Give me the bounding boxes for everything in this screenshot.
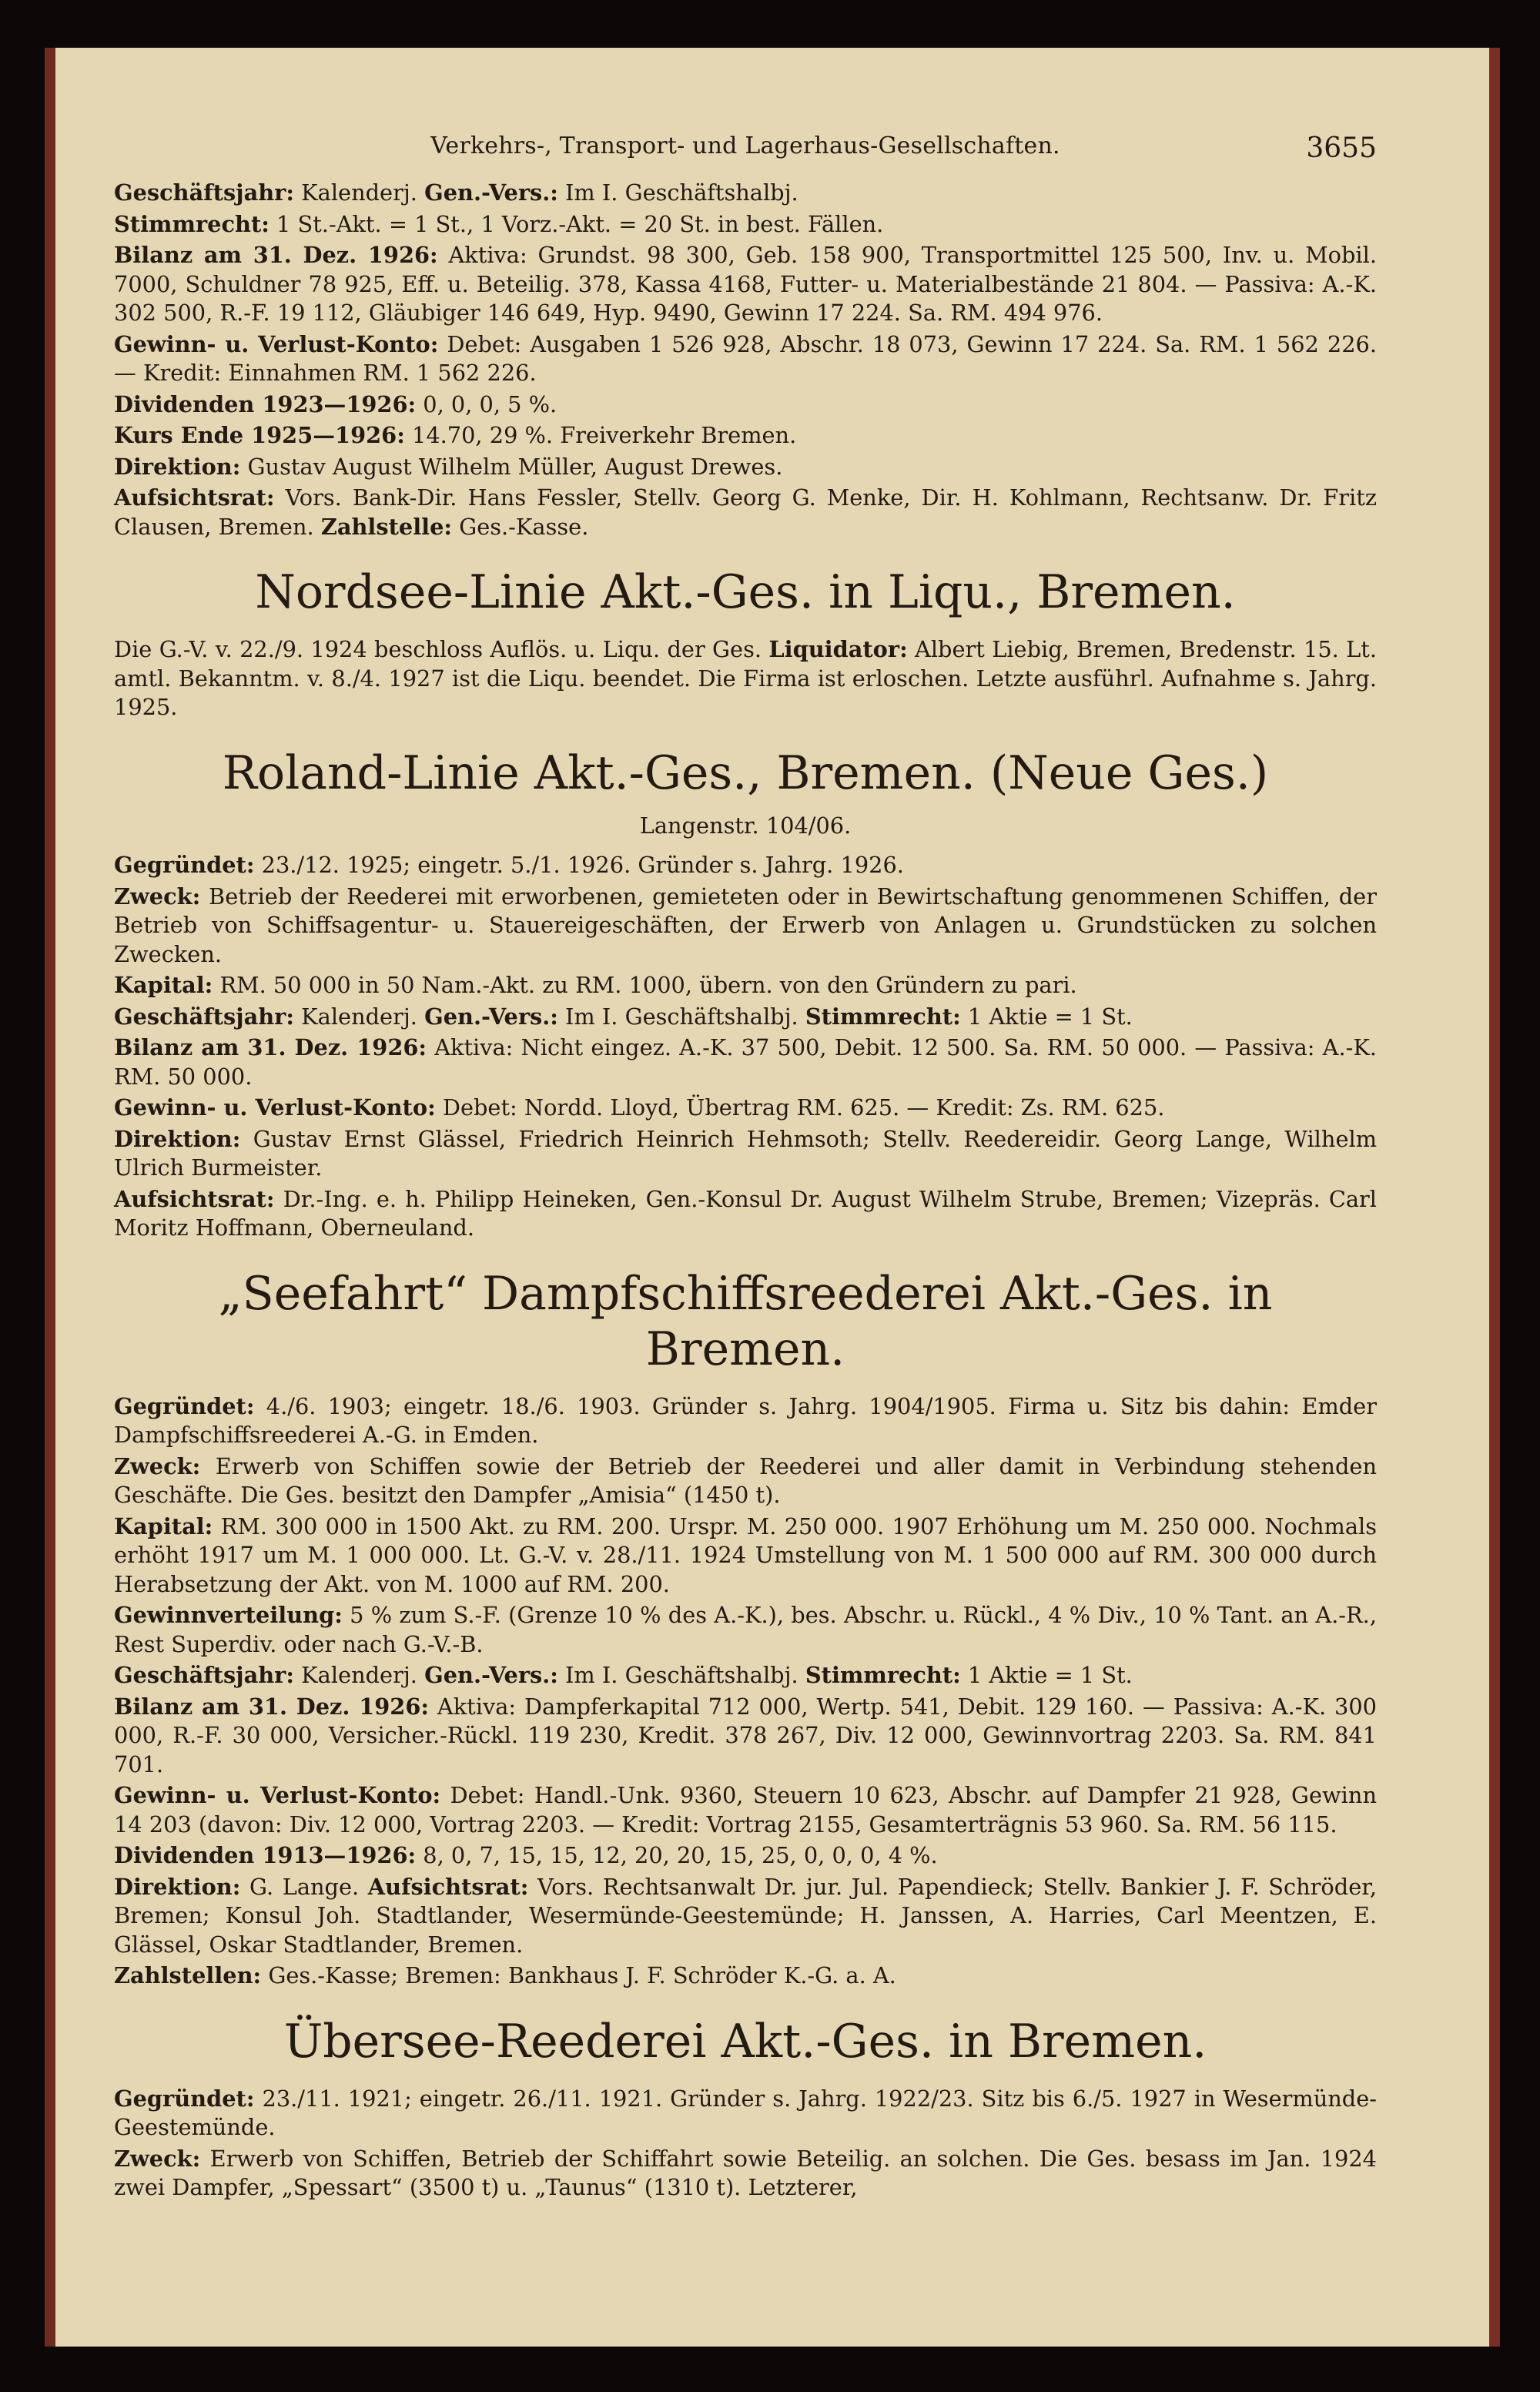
company-heading: Roland-Linie Akt.-Ges., Bremen. (Neue Ges.) — [222, 745, 1269, 800]
balance-paragraph — [114, 241, 1377, 328]
fiscal-year-paragraph — [114, 179, 1377, 208]
dividends-paragraph — [114, 390, 1377, 420]
text: Kalenderj. — [293, 1662, 425, 1688]
label: Gen.-Vers.: — [424, 179, 558, 206]
profit-distribution-paragraph — [114, 1601, 1377, 1659]
label: Zweck: — [114, 2145, 201, 2172]
voting-paragraph — [114, 210, 1377, 240]
company-heading: „Seefahrt“ Dampfschiffsreederei Akt.-Ges. in Bremen. — [218, 1266, 1273, 1376]
text: RM. 50 000 in 50 Nam.-Akt. zu RM. 1000, übern. von den Gründern zu pari. — [213, 972, 1077, 998]
text: Dr.-Ing. e. h. Philipp Heineken, Gen.-Konsul Dr. August Wilhelm Strube, Bremen; Vizepräs. Carl Moritz Hoffmann, Oberneuland. — [114, 1185, 1377, 1241]
label: Liquidator: — [768, 636, 908, 662]
profit-loss-paragraph — [114, 330, 1377, 388]
text: Aktiva: Nicht eingez. A.-K. 37 500, Debit. 12 500. Sa. RM. 50 000. — Passiva: A.-K. RM. 50 000. — [114, 1034, 1377, 1090]
label: Dividenden 1923—1926: — [114, 390, 417, 417]
text: Kalenderj. — [293, 1003, 425, 1030]
label: Bilanz am 31. Dez. 1926: — [114, 1693, 429, 1720]
label: Gen.-Vers.: — [424, 1662, 558, 1688]
capital-paragraph — [114, 971, 1377, 1000]
fiscal-year-paragraph — [114, 1661, 1377, 1690]
page-number: 3655 — [1306, 132, 1377, 164]
right-page-edge — [1489, 48, 1500, 2347]
company-heading: Übersee-Reederei Akt.-Ges. in Bremen. — [283, 2014, 1207, 2069]
label: Geschäftsjahr: — [114, 1662, 294, 1688]
purpose-paragraph — [114, 1452, 1377, 1510]
supervisory-board-paragraph — [114, 484, 1377, 541]
label: Direktion: — [114, 1873, 241, 1900]
text: 1 Aktie = 1 St. — [960, 1003, 1133, 1030]
text: Ges.-Kasse; Bremen: Bankhaus J. F. Schröder K.-G. a. A. — [261, 1962, 896, 1988]
text: Im I. Geschäftshalbj. — [557, 1003, 805, 1030]
label: Kurs Ende 1925—1926: — [114, 422, 405, 448]
balance-paragraph — [114, 1693, 1377, 1780]
management-board-paragraph — [114, 1873, 1377, 1960]
label: Dividenden 1913—1926: — [114, 1842, 417, 1868]
text: Im I. Geschäftshalbj. — [557, 1662, 805, 1688]
text: Gustav August Wilhelm Müller, August Drewes. — [240, 453, 783, 480]
label: Kapital: — [114, 972, 213, 998]
text: Debet: Nordd. Lloyd, Übertrag RM. 625. — Kredit: Zs. RM. 625. — [435, 1094, 1165, 1121]
roland-linie-entry — [114, 745, 1377, 1243]
purpose-paragraph — [114, 883, 1377, 970]
company-heading: Nordsee-Linie Akt.-Ges. in Liqu., Bremen. — [255, 565, 1236, 619]
text: 23./11. 1921; eingetr. 26./11. 1921. Gründer s. Jahrg. 1922/23. Sitz bis 6./5. 1927 in Wesermünde-Geestemünde. — [114, 2085, 1377, 2140]
management-paragraph — [114, 453, 1377, 482]
text: G. Lange. — [240, 1873, 368, 1900]
text: Albert Liebig, Bremen, Bredenstr. 15. Lt. amtl. Bekanntm. v. 8./4. 1927 ist die Liqu. beendet. Die Firma ist erloschen. Letzte ausführl. Aufnahme s. Jahrg. 1925. — [114, 636, 1377, 720]
dividends-paragraph — [114, 1841, 1377, 1871]
fiscal-year-paragraph — [114, 1003, 1377, 1032]
company-address: Langenstr. 104/06. — [639, 812, 852, 839]
text: Debet: Handl.-Unk. 9360, Steuern 10 623, Abschr. auf Dampfer 21 928, Gewinn 14 203 (davon: Div. 12 000, Vortrag 2203. — Kredit: Vortrag 2155, Gesamterträgnis 53 960. Sa. RM. 56 115. — [114, 1782, 1377, 1838]
label: Stimmrecht: — [805, 1662, 961, 1688]
running-title: Verkehrs-, Transport- und Lagerhaus-Gesellschaften. — [430, 132, 1060, 159]
text: Betrieb der Reederei mit erworbenen, gemieteten oder in Bewirtschaftung genommenen Schiffen, der Betrieb von Schiffsagentur- u. Stauereigeschäften, der Erwerb von Anlagen u. Grundstücken zu solchen Zwecken. — [114, 883, 1377, 967]
label: Gewinnverteilung: — [114, 1602, 343, 1628]
page-content — [114, 132, 1377, 2205]
label: Geschäftsjahr: — [114, 1003, 294, 1030]
text: Erwerb von Schiffen, Betrieb der Schiffahrt sowie Beteilig. an solchen. Die Ges. besass im Jan. 1924 zwei Dampfer, „Spessart“ (3500 t) u. „Taunus“ (1310 t). Letzterer, — [114, 2145, 1377, 2200]
capital-paragraph — [114, 1513, 1377, 1600]
label: Zahlstellen: — [114, 1962, 262, 1988]
text: Vors. Rechtsanwalt Dr. jur. Jul. Papendieck; Stellv. Bankier J. F. Schröder, Bremen; Konsul Joh. Stadtlander, Wesermünde-Geestemünde; H. Janssen, A. Harries, Carl Meentzen, E. Glässel, Oskar Stadtlander, Bremen. — [114, 1873, 1377, 1958]
left-page-edge — [45, 48, 55, 2347]
uebersee-reederei-entry — [114, 2014, 1377, 2203]
text: 23./12. 1925; eingetr. 5./1. 1926. Gründer s. Jahrg. 1926. — [254, 852, 904, 878]
text: 8, 0, 7, 15, 15, 12, 20, 20, 15, 25, 0, 0, 0, 4 %. — [416, 1842, 938, 1868]
label: Gewinn- u. Verlust-Konto: — [114, 1094, 436, 1121]
label: Gen.-Vers.: — [424, 1003, 558, 1030]
founded-paragraph — [114, 851, 1377, 880]
label: Stimmrecht: — [114, 210, 270, 237]
text: Debet: Ausgaben 1 526 928, Abschr. 18 073, Gewinn 17 224. Sa. RM. 1 562 226. — Kredit: Einnahmen RM. 1 562 226. — [114, 330, 1377, 386]
seefahrt-entry — [114, 1266, 1377, 1991]
founded-paragraph — [114, 1392, 1377, 1450]
label: Gegründet: — [114, 852, 255, 878]
scanned-page — [45, 48, 1500, 2347]
text: 0, 0, 0, 5 %. — [416, 390, 557, 417]
text: Kalenderj. — [293, 179, 425, 206]
text: Erwerb von Schiffen sowie der Betrieb der Reederei und aller damit in Verbindung stehenden Geschäfte. Die Ges. besitzt den Dampfer „Amisia“ (1450 t). — [114, 1452, 1377, 1508]
purpose-paragraph — [114, 2145, 1377, 2203]
text: Vors. Bank-Dir. Hans Fessler, Stellv. Georg G. Menke, Dir. H. Kohlmann, Rechtsanw. Dr. Fritz Clausen, Bremen. — [114, 484, 1377, 540]
text: Ges.-Kasse. — [452, 513, 589, 540]
label: Direktion: — [114, 453, 241, 480]
label: Bilanz am 31. Dez. 1926: — [114, 1034, 427, 1060]
share-price-paragraph — [114, 421, 1377, 451]
page-header — [114, 132, 1377, 166]
text: 5 % zum S.-F. (Grenze 10 % des A.-K.), bes. Abschr. u. Rückl., 4 % Div., 10 % Tant. an A.-R., Rest Superdiv. oder nach G.-V.-B. — [114, 1602, 1377, 1657]
label: Zweck: — [114, 883, 201, 910]
prev-company-entry — [114, 179, 1377, 541]
label: Direktion: — [114, 1125, 241, 1152]
label: Gewinn- u. Verlust-Konto: — [114, 330, 439, 357]
label: Bilanz am 31. Dez. 1926: — [114, 242, 438, 268]
profit-loss-paragraph — [114, 1094, 1377, 1123]
founded-paragraph — [114, 2085, 1377, 2142]
text: Aktiva: Dampferkapital 712 000, Wertp. 541, Debit. 129 160. — Passiva: A.-K. 300 000, R.-F. 30 000, Versicher.-Rückl. 119 230, Kredit. 378 267, Div. 12 000, Gewinnvortrag 2203. Sa. RM. 841 701. — [114, 1693, 1377, 1777]
text: 4./6. 1903; eingetr. 18./6. 1903. Gründer s. Jahrg. 1904/1905. Firma u. Sitz bis dahin: Emder Dampfschiffsreederei A.-G. in Emden. — [114, 1392, 1377, 1448]
text: RM. 300 000 in 1500 Akt. zu RM. 200. Urspr. M. 250 000. 1907 Erhöhung um M. 250 000. Nochmals erhöht 1917 um M. 1 000 000. Lt. G.-V. v. 28./11. 1924 Umstellung von M. 1 500 000 auf RM. 300 000 durch Herabsetzung der Akt. von M. 1000 auf RM. 200. — [114, 1513, 1377, 1597]
text: 1 St.-Akt. = 1 St., 1 Vorz.-Akt. = 20 St. in best. Fällen. — [269, 210, 884, 237]
label: Aufsichtsrat: — [367, 1873, 529, 1900]
text: 14.70, 29 %. Freiverkehr Bremen. — [404, 422, 797, 448]
liquidation-paragraph — [114, 635, 1377, 722]
label: Stimmrecht: — [805, 1003, 961, 1030]
label: Zweck: — [114, 1452, 201, 1479]
label: Aufsichtsrat: — [114, 1185, 275, 1212]
profit-loss-paragraph — [114, 1781, 1377, 1839]
label: Aufsichtsrat: — [114, 484, 275, 511]
label: Gegründet: — [114, 2085, 255, 2112]
balance-paragraph — [114, 1034, 1377, 1091]
supervisory-board-paragraph — [114, 1185, 1377, 1243]
label: Gewinn- u. Verlust-Konto: — [114, 1782, 441, 1808]
label: Geschäftsjahr: — [114, 179, 294, 206]
text: Aktiva: Grundst. 98 300, Geb. 158 900, Transportmittel 125 500, Inv. u. Mobil. 7000, Schuldner 78 925, Eff. u. Beteilig. 378, Kassa 4168, Futter- u. Materialbestände 21 804. — Passiva: A.-K. 302 500, R.-F. 19 112, Gläubiger 146 649, Hyp. 9490, Gewinn 17 224. Sa. RM. 494 976. — [114, 242, 1377, 326]
text: Die G.-V. v. 22./9. 1924 beschloss Auflös. u. Liqu. der Ges. — [114, 636, 769, 662]
text: 1 Aktie = 1 St. — [960, 1662, 1133, 1688]
nordsee-linie-entry — [114, 564, 1377, 722]
label: Zahlstelle: — [320, 513, 453, 540]
paying-agents-paragraph — [114, 1962, 1377, 1991]
label: Gegründet: — [114, 1392, 255, 1419]
text: Gustav Ernst Glässel, Friedrich Heinrich Hehmsoth; Stellv. Reedereidir. Georg Lange, Wilhelm Ulrich Burmeister. — [114, 1125, 1377, 1181]
management-paragraph — [114, 1125, 1377, 1183]
label: Kapital: — [114, 1513, 213, 1539]
text: Im I. Geschäftshalbj. — [557, 179, 798, 206]
